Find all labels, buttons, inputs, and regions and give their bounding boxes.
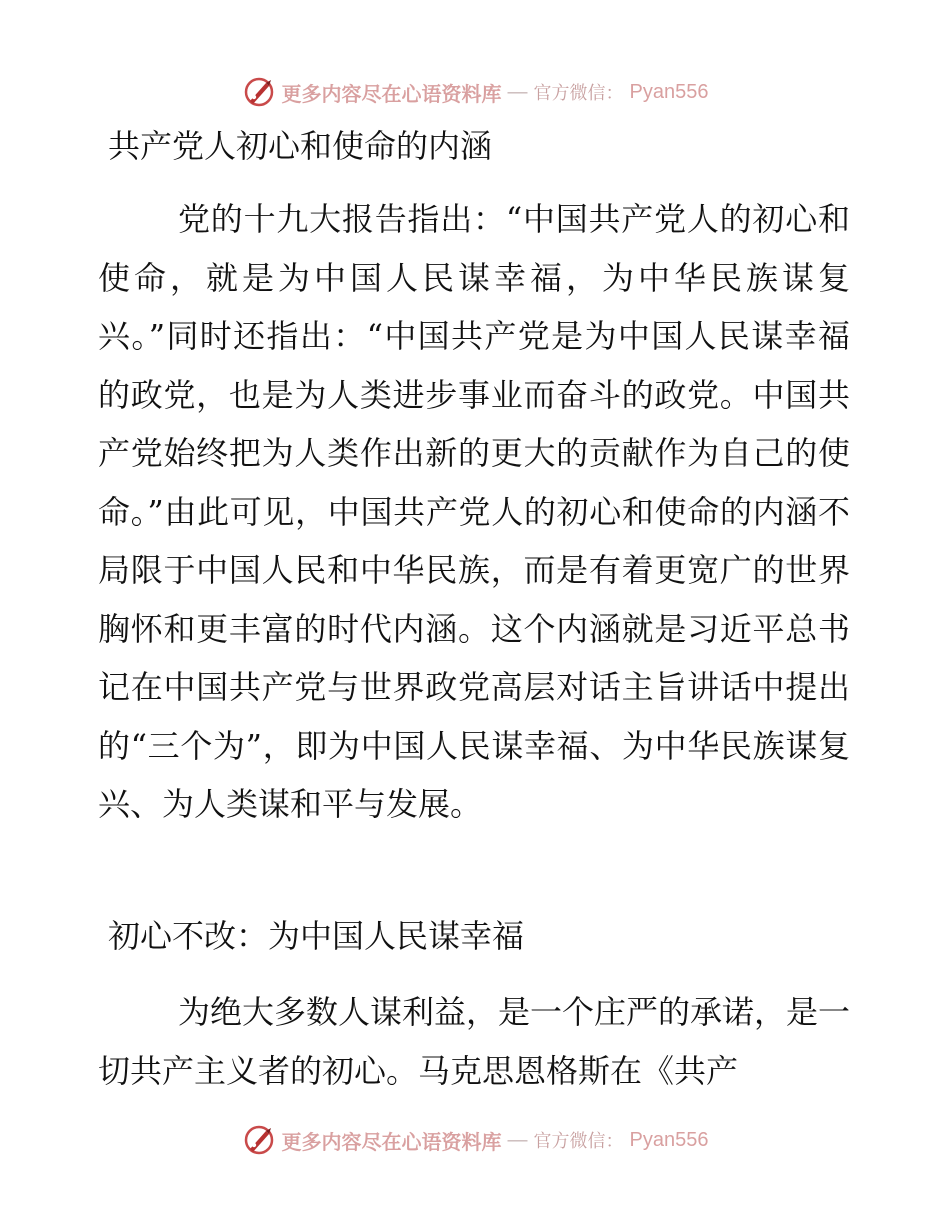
section-heading-2: 初心不改：为中国人民谋幸福 [108,917,525,955]
watermark-dash: — [507,80,528,103]
watermark-contact-label: 官方微信： [533,83,624,104]
watermark-footer [0,1120,950,1160]
watermark-header [0,72,950,112]
watermark-contact-label: 官方微信： [533,1131,624,1152]
watermark-brand: 更多内容尽在心语资料库 [281,81,502,106]
watermark-dash: — [507,1128,528,1151]
body-paragraph-2: 为绝大多数人谋利益，是一个庄严的承诺，是一切共产主义者的初心。马克思恩格斯在《共产 [98,993,851,1090]
quill-pen-logo-icon [242,75,276,109]
body-paragraph-1: 党的十九大报告指出：“中国共产党人的初心和使命，就是为中国人民谋幸福，为中华民族谋复兴。”同时还指出：“中国共产党是为中国人民谋幸福的政党，也是为人类进步事业而奋斗的政党。中国共产党始终把为人类作出新的更大的贡献作为自己的使命。”由此可见，中国共产党人的初心和使命的内涵不局限于中国人民和中华民族，而是有着更宽广的世界胸怀和更丰富的时代内涵。这个内涵就是习近平总书记在中国共产党与世界政党高层对话主旨讲话中提出的“三个为”，即为中国人民谋幸福、为中华民族谋复兴、为人类谋和平与发展。 [98,200,850,823]
section-heading-1: 共产党人初心和使命的内涵 [108,127,493,165]
watermark-contact-id: Pyan556 [629,80,709,103]
quill-pen-logo-icon [242,1123,276,1157]
watermark-brand: 更多内容尽在心语资料库 [281,1129,502,1154]
watermark-contact-id: Pyan556 [629,1128,709,1151]
